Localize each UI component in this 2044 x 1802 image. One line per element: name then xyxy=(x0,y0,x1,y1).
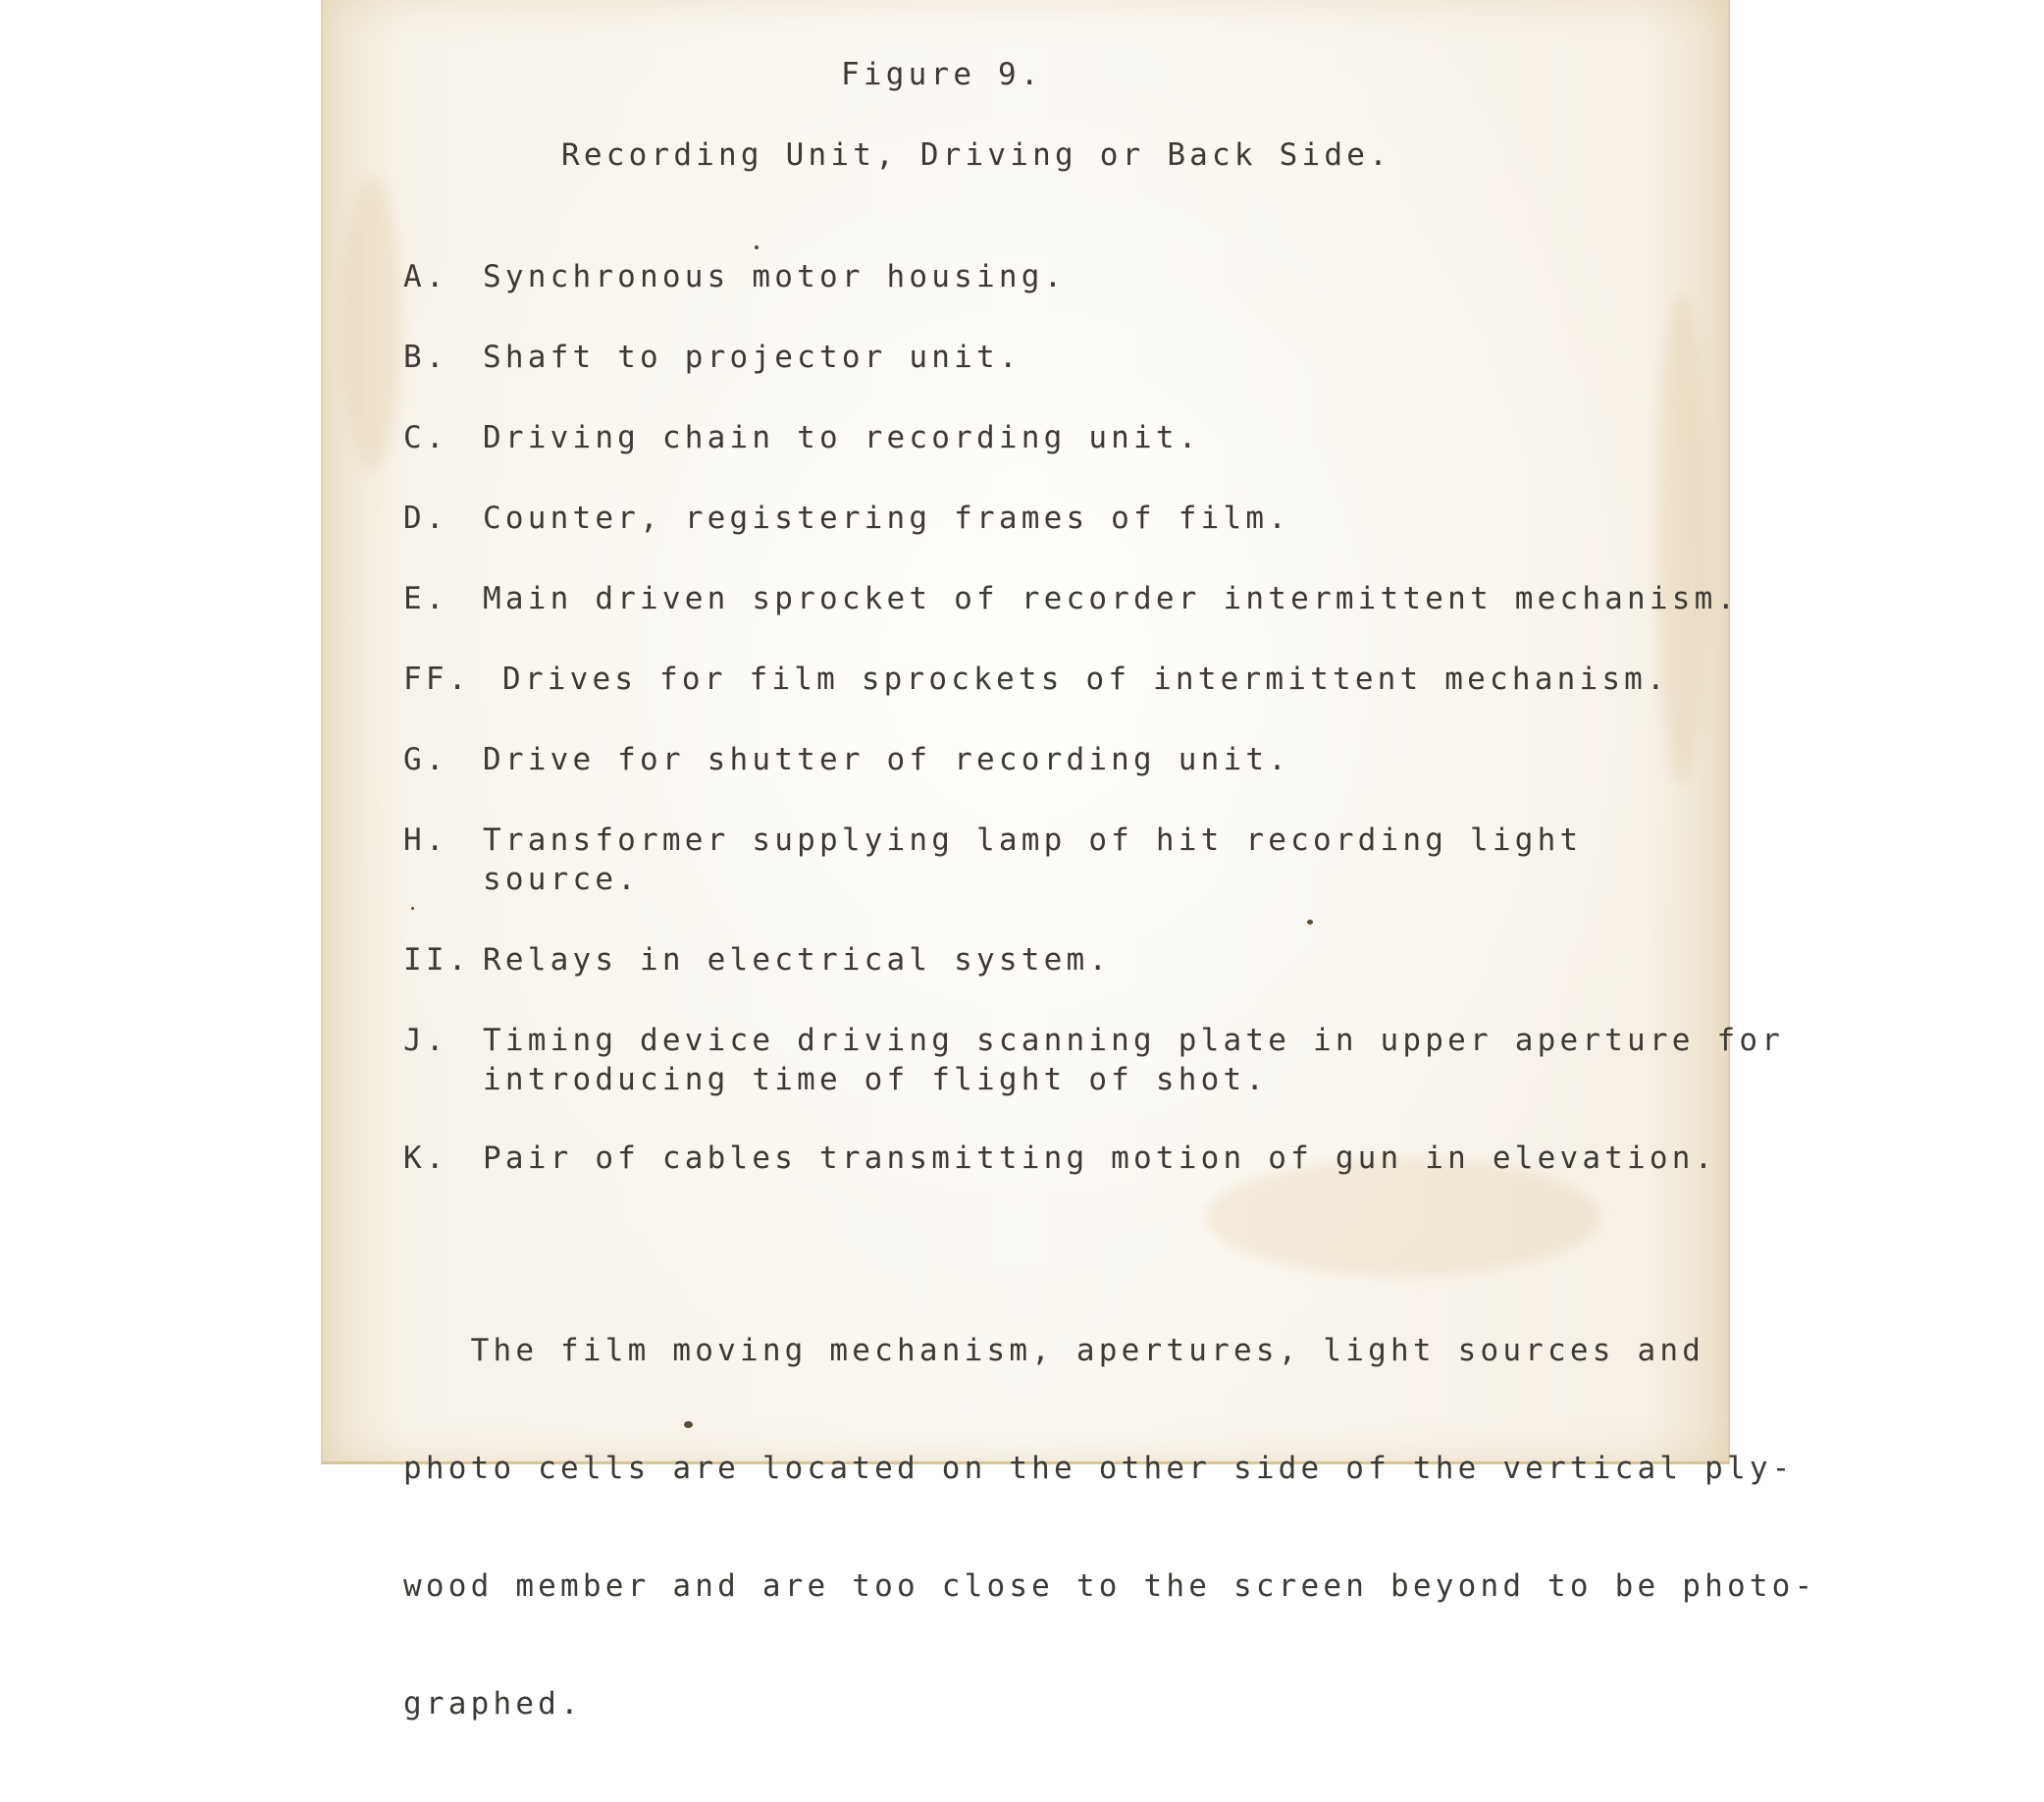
item-description-continued: introducing time of flight of shot. xyxy=(483,1062,1269,1097)
item-letter: K. xyxy=(403,1140,448,1176)
item-letter: A. xyxy=(403,259,448,294)
paragraph-line: photo cells are located on the other side of the vertical ply- xyxy=(403,1451,1795,1486)
paragraph-line: graphed. xyxy=(403,1686,583,1722)
item-letter: B. xyxy=(403,340,448,375)
paper-stain xyxy=(1657,294,1706,785)
paper-speck xyxy=(684,1421,693,1428)
item-description: Pair of cables transmitting motion of gun in elevation. xyxy=(483,1140,1717,1176)
item-letter: H. xyxy=(403,822,448,858)
item-description: Main driven sprocket of recorder intermittent mechanism. xyxy=(483,581,1740,616)
item-description: Counter, registering frames of film. xyxy=(483,501,1291,536)
item-letter: G. xyxy=(403,742,448,777)
closing-paragraph xyxy=(403,1252,1816,1802)
paragraph-line: wood member and are too close to the screen beyond to be photo- xyxy=(403,1568,1817,1604)
item-letter: FF. xyxy=(403,662,471,697)
item-description: Shaft to projector unit. xyxy=(483,340,1022,375)
item-description: Transformer supplying lamp of hit recording light xyxy=(483,822,1583,858)
item-letter: J. xyxy=(403,1023,448,1058)
figure-subtitle: Recording Unit, Driving or Back Side. xyxy=(561,137,1391,173)
paper-speck xyxy=(411,907,414,910)
item-description: Synchronous motor housing. xyxy=(483,259,1067,294)
paragraph-line: The film moving mechanism, apertures, light sources and xyxy=(403,1333,1705,1368)
item-description: Relays in electrical system. xyxy=(483,942,1112,978)
item-letter: C. xyxy=(403,420,448,455)
paper-stain xyxy=(342,177,401,471)
item-description: Timing device driving scanning plate in upper aperture for xyxy=(483,1023,1785,1058)
item-letter: II. xyxy=(403,942,471,978)
paper-speck xyxy=(755,245,759,249)
item-letter: D. xyxy=(403,501,448,536)
item-description: Drives for film sprockets of intermittent mechanism. xyxy=(502,662,1669,697)
figure-title: Figure 9. xyxy=(841,57,1043,92)
item-description: Drive for shutter of recording unit. xyxy=(483,742,1291,777)
paper-speck xyxy=(1307,920,1313,925)
item-letter: E. xyxy=(403,581,448,616)
item-description-continued: source. xyxy=(483,862,641,897)
document-page xyxy=(321,0,1817,1722)
item-description: Driving chain to recording unit. xyxy=(483,420,1201,455)
